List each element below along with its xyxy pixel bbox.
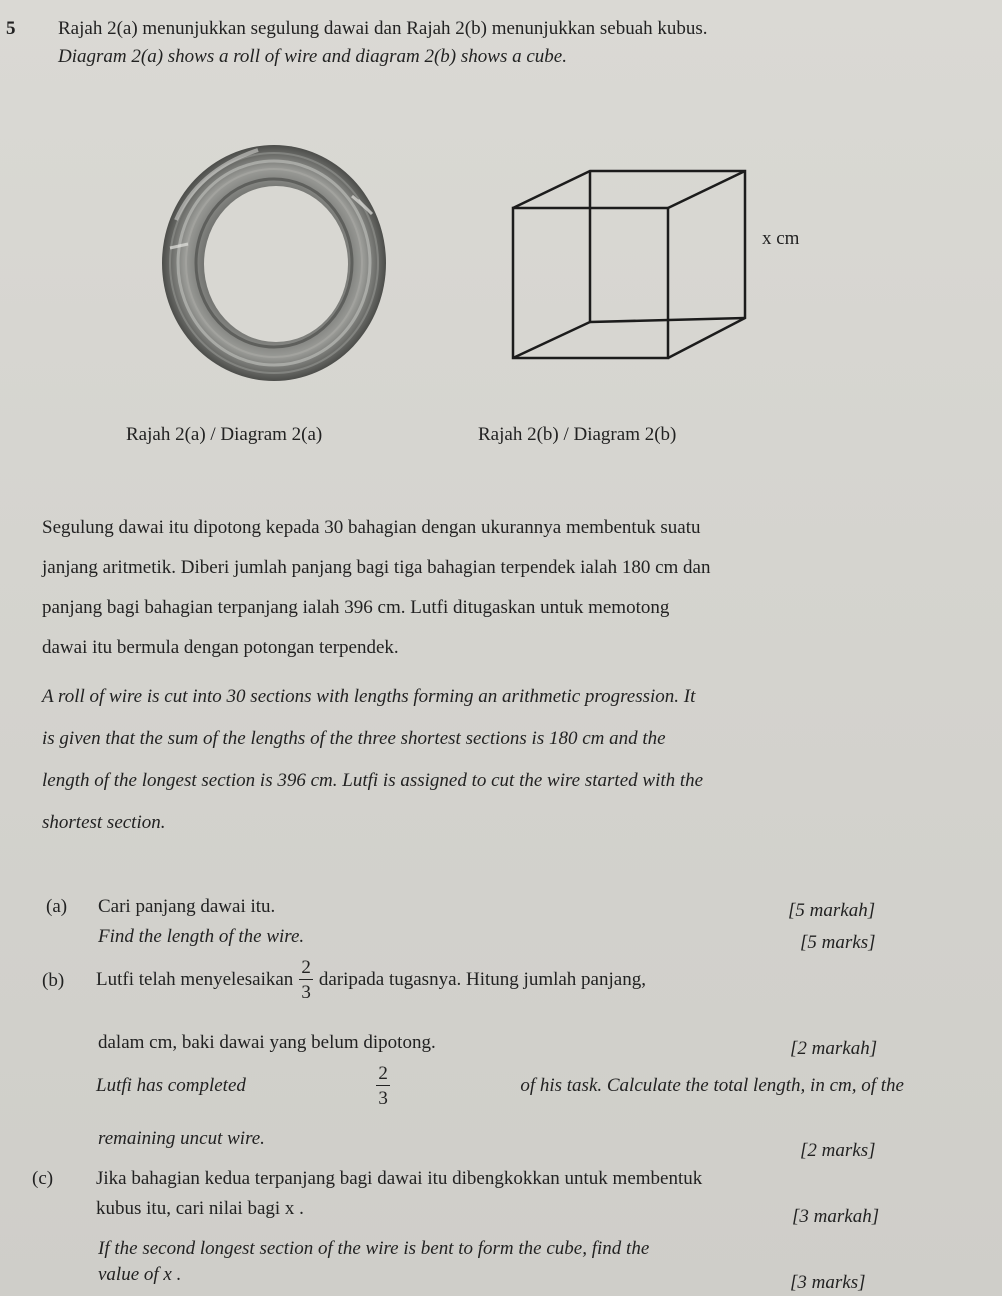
paragraph-malay bbox=[42, 508, 904, 668]
part-c-marks-malay: [3 markah] bbox=[792, 1206, 880, 1227]
part-b-malay-line1 bbox=[96, 958, 646, 1002]
paragraph-english-line: A roll of wire is cut into 30 sections with lengths forming an arithmetic progression. It bbox=[42, 686, 696, 707]
paragraph-malay-line: panjang bagi bahagian terpanjang ialah 396 cm. Lutfi ditugaskan untuk memotong bbox=[42, 597, 670, 618]
paragraph-english-line: is given that the sum of the lengths of the three shortest sections is 180 cm and the bbox=[42, 728, 666, 749]
paragraph-english-line: length of the longest section is 396 cm. Lutfi is assigned to cut the wire started with the bbox=[42, 770, 704, 791]
part-c-malay-line1: Jika bahagian kedua terpanjang bagi dawai itu dibengkokkan untuk membentuk bbox=[96, 1168, 703, 1189]
question-number: 5 bbox=[6, 18, 16, 39]
part-b-malay-text-before: Lutfi telah menyelesaikan bbox=[96, 969, 294, 990]
part-c-english-line2: value of x . bbox=[98, 1264, 182, 1285]
paragraph-english bbox=[42, 676, 904, 844]
caption-diagram-a: Rajah 2(a) / Diagram 2(a) bbox=[126, 424, 323, 445]
cube-side-label: x cm bbox=[762, 228, 800, 249]
part-c-label: (c) bbox=[32, 1168, 54, 1189]
cube-diagram bbox=[505, 168, 755, 364]
paragraph-malay-line: dawai itu bermula dengan potongan terpendek. bbox=[42, 637, 399, 658]
part-c-english-line1: If the second longest section of the wire is bent to form the cube, find the bbox=[98, 1238, 650, 1259]
part-b-english-line2: remaining uncut wire. bbox=[98, 1128, 265, 1149]
intro-malay: Rajah 2(a) menunjukkan segulung dawai dan Rajah 2(b) menunjukkan sebuah kubus. bbox=[58, 18, 708, 39]
part-b-malay-text-after: daripada tugasnya. Hitung jumlah panjang, bbox=[318, 969, 646, 990]
part-c-marks-english: [3 marks] bbox=[790, 1272, 866, 1293]
paragraph-english-line: shortest section. bbox=[42, 812, 166, 833]
part-a-marks-malay: [5 markah] bbox=[788, 900, 876, 921]
part-b-marks-english: [2 marks] bbox=[800, 1140, 876, 1161]
intro-english: Diagram 2(a) shows a roll of wire and diagram 2(b) shows a cube. bbox=[58, 46, 567, 67]
part-c-malay-line2: kubus itu, cari nilai bagi x . bbox=[96, 1198, 304, 1219]
part-b-english-text-after: of his task. Calculate the total length, in cm, of the bbox=[520, 1075, 904, 1096]
paragraph-malay-line: Segulung dawai itu dipotong kepada 30 bahagian dengan ukurannya membentuk suatu bbox=[42, 517, 701, 538]
part-b-label: (b) bbox=[42, 970, 65, 991]
caption-diagram-b: Rajah 2(b) / Diagram 2(b) bbox=[478, 424, 677, 445]
cube-hidden-edges bbox=[513, 171, 590, 358]
part-b-english-line1 bbox=[96, 1064, 904, 1108]
part-a-marks-english: [5 marks] bbox=[800, 932, 876, 953]
wire-roll-image bbox=[158, 140, 390, 386]
fraction-denominator: 3 bbox=[378, 1088, 388, 1109]
paragraph-malay-line: janjang aritmetik. Diberi jumlah panjang bagi tiga bahagian terpendek ialah 180 cm dan bbox=[42, 557, 711, 578]
fraction-numerator: 2 bbox=[378, 1063, 388, 1084]
fraction-numerator: 2 bbox=[301, 957, 311, 978]
fraction-denominator: 3 bbox=[301, 982, 311, 1003]
part-b-english-text-before: Lutfi has completed bbox=[96, 1075, 246, 1096]
part-a-malay: Cari panjang dawai itu. bbox=[98, 896, 276, 917]
two-thirds-fraction bbox=[299, 958, 313, 1002]
part-b-malay-line2: dalam cm, baki dawai yang belum dipotong. bbox=[98, 1032, 436, 1053]
part-a-english: Find the length of the wire. bbox=[98, 926, 305, 947]
part-a-label: (a) bbox=[46, 896, 68, 917]
cube-back-edges bbox=[513, 171, 745, 358]
part-b-marks-malay: [2 markah] bbox=[790, 1038, 878, 1059]
two-thirds-fraction bbox=[376, 1064, 390, 1108]
